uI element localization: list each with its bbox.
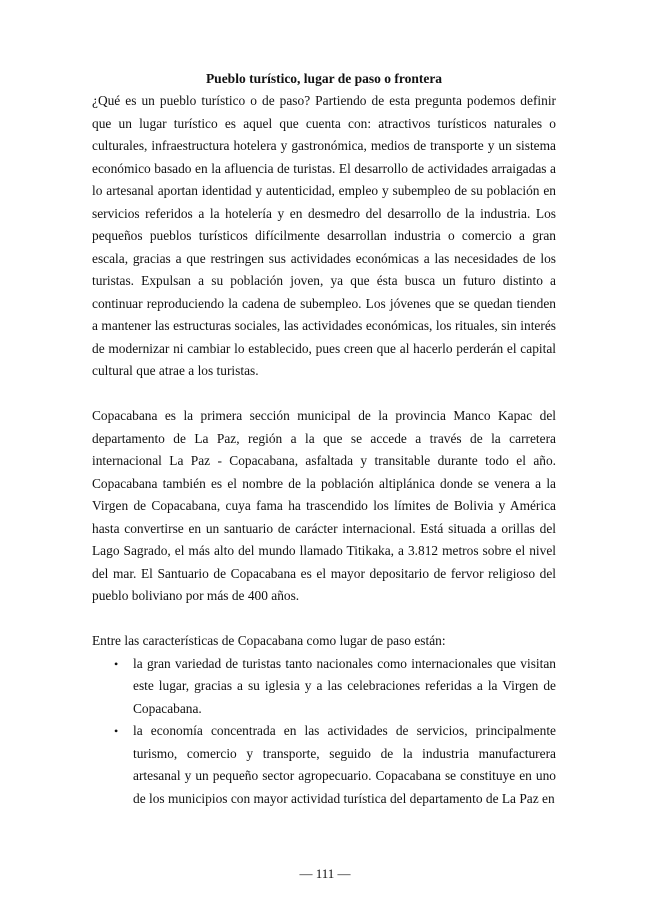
list-item xyxy=(92,720,556,810)
characteristics-list xyxy=(92,653,556,811)
paragraph-gap xyxy=(92,383,556,406)
bullet-icon: • xyxy=(114,724,119,738)
paragraph-copacabana: Copacabana es la primera sección municipal de la provincia Manco Kapac del departamento de La Paz, región a la que se accede a través de la carretera internacional La Paz - Copacabana, asfaltada y transitable durante todo el año. Copacabana también es el nombre de la población altiplánica donde se venera a la Virgen de Copacabana, cuya fama ha trascendido los límites de Bolivia y América hasta convertirse en un santuario de carácter internacional. Está situada a orillas del Lago Sagrado, el más alto del mundo llamado Titikaka, a 3.812 metros sobre el nivel del mar. El Santuario de Copacabana es el mayor depositario de fervor religioso del pueblo boliviano por más de 400 años. xyxy=(92,408,556,603)
paragraph-characteristics-intro: Entre las características de Copacabana como lugar de paso están: xyxy=(92,633,446,648)
list-item-text: la gran variedad de turistas tanto nacionales como internacionales que visitan este lugar, gracias a su iglesia y a las celebraciones referidas a la Virgen de Copacabana. xyxy=(133,655,556,716)
section-title: Pueblo turístico, lugar de paso o frontera xyxy=(205,71,443,86)
paragraph-gap xyxy=(92,608,556,631)
page-body xyxy=(92,68,556,810)
page-number: — 111 — xyxy=(299,866,351,881)
list-item-text: la economía concentrada en las actividades de servicios, principalmente turismo, comercio y transporte, seguido de la industria manufacturera artesanal y un pequeño sector agropecuario. Copacabana se constituye en uno de los municipios con mayor actividad turística del departamento de La Paz en xyxy=(133,723,556,806)
paragraph-intro: ¿Qué es un pueblo turístico o de paso? Partiendo de esta pregunta podemos definir que un lugar turístico es aquel que cuenta con: atractivos turísticos naturales o culturales, infraestructura hotelera y gastronómica, medios de transporte y un sistema económico basado en la afluencia de turistas. El desarrollo de actividades arraigadas a lo artesanal aportan identidad y autenticidad, empleo y subempleo de su población en servicios referidos a la hotelería y en desmedro del desarrollo de la industria. Los pequeños pueblos turísticos difícilmente desarrollan industria o comercio a gran escala, gracias a que restringen sus actividades económicas a las necesidades de los turistas. Expulsan a su población joven, ya que ésta busca un futuro distinto a continuar reproduciendo la cadena de subempleo. Los jóvenes que se quedan tienden a mantener las estructuras sociales, las actividades económicas, los rituales, sin interés de modernizar ni cambiar lo establecido, pues creen que al hacerlo perderán el capital cultural que atrae a los turistas. xyxy=(92,93,556,378)
list-item xyxy=(92,653,556,721)
bullet-icon: • xyxy=(114,656,119,671)
